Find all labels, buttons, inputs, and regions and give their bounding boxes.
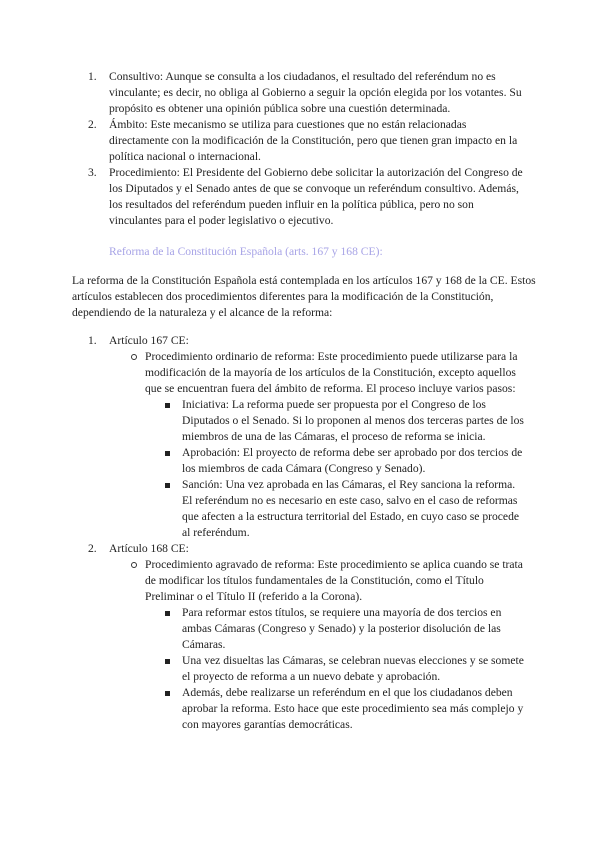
list-item-text: Consultivo: Aunque se consulta a los ciudadanos, el resultado del referéndum no es vinculante; es decir, no obliga al Gobierno a seguir la opción elegida por los votantes. Su propósito es obtener una opinión pública sobre una cuestión determinada. bbox=[109, 70, 522, 115]
step-text: Para reformar estos títulos, se requiere una mayoría de dos tercios en ambas Cámaras (Congreso y Senado) y la posterior disolución de las Cámaras. bbox=[182, 606, 502, 651]
referendum-features-list bbox=[88, 69, 528, 229]
square-bullet-icon bbox=[165, 659, 170, 664]
procedure-item bbox=[109, 557, 528, 733]
step-text: Además, debe realizarse un referéndum en el que los ciudadanos deben aprobar la reforma. Esto hace que este procedimiento sea más complejo y con mayores garantías democráticas. bbox=[182, 686, 524, 731]
list-item bbox=[88, 117, 528, 165]
steps-list bbox=[145, 397, 528, 541]
step-text: Aprobación: El proyecto de reforma debe ser aprobado por dos tercios de los miembros de cada Cámara (Congreso y Senado). bbox=[182, 446, 523, 475]
step-item bbox=[145, 605, 528, 653]
procedure-item bbox=[109, 349, 528, 541]
circle-bullet-icon bbox=[131, 354, 137, 360]
square-bullet-icon bbox=[165, 691, 170, 696]
step-item bbox=[145, 685, 528, 733]
list-number: 1. bbox=[88, 334, 97, 347]
list-number: 2. bbox=[88, 118, 97, 131]
procedure-text: Procedimiento agravado de reforma: Este procedimiento se aplica cuando se trata de modificar los títulos fundamentales de la Constitución, como el Título Preliminar o el Título II (referido a la Corona). bbox=[145, 558, 523, 603]
step-item bbox=[145, 477, 528, 541]
article-item bbox=[88, 333, 528, 541]
procedure-list bbox=[109, 557, 528, 733]
section-heading: Reforma de la Constitución Española (arts. 167 y 168 CE): bbox=[109, 245, 383, 258]
square-bullet-icon bbox=[165, 403, 170, 408]
intro-paragraph: La reforma de la Constitución Española está contemplada en los artículos 167 y 168 de la CE. Estos artículos establecen dos procedimientos diferentes para la modificación de la Constitución, dependiendo de la naturaleza y el alcance de la reforma: bbox=[72, 274, 536, 319]
list-number: 1. bbox=[88, 70, 97, 83]
step-text: Una vez disueltas las Cámaras, se celebran nuevas elecciones y se somete el proyecto de reforma a un nuevo debate y aprobación. bbox=[182, 654, 524, 683]
square-bullet-icon bbox=[165, 483, 170, 488]
circle-bullet-icon bbox=[131, 562, 137, 568]
list-item-text: Ámbito: Este mecanismo se utiliza para cuestiones que no están relacionadas directamente con la modificación de la Constitución, pero que tienen gran impacto en la política nacional o internacional. bbox=[109, 118, 518, 163]
steps-list bbox=[145, 605, 528, 733]
step-text: Sanción: Una vez aprobada en las Cámaras, el Rey sanciona la reforma. El referéndum no es necesario en este caso, salvo en el caso de reformas que afecten a la estructura territorial del Estado, en cuyo caso se procede al referéndum. bbox=[182, 478, 520, 539]
list-number: 2. bbox=[88, 542, 97, 555]
step-text: Iniciativa: La reforma puede ser propuesta por el Congreso de los Diputados o el Senado. Si lo proponen al menos dos terceras partes de los miembros de una de las Cámaras, el proceso de reforma se inicia. bbox=[182, 398, 524, 443]
step-item bbox=[145, 397, 528, 445]
square-bullet-icon bbox=[165, 451, 170, 456]
articles-list bbox=[88, 333, 528, 733]
procedure-text: Procedimiento ordinario de reforma: Este procedimiento puede utilizarse para la modificación de la mayoría de los artículos de la Constitución, excepto aquellos que se encuentran fuera del ámbito de reforma. El proceso incluye varios pasos: bbox=[145, 350, 518, 395]
square-bullet-icon bbox=[165, 611, 170, 616]
article-title: Artículo 168 CE: bbox=[109, 542, 189, 555]
article-title: Artículo 167 CE: bbox=[109, 334, 189, 347]
article-item bbox=[88, 541, 528, 733]
list-item-text: Procedimiento: El Presidente del Gobierno debe solicitar la autorización del Congreso de los Diputados y el Senado antes de que se convoque un referéndum consultivo. Además, los resultados del referéndum pueden influir en la política pública, pero no son vinculantes para el poder legislativo o ejecutivo. bbox=[109, 166, 523, 227]
list-number: 3. bbox=[88, 166, 97, 179]
step-item bbox=[145, 653, 528, 685]
list-item bbox=[88, 69, 528, 117]
step-item bbox=[145, 445, 528, 477]
list-item bbox=[88, 165, 528, 229]
procedure-list bbox=[109, 349, 528, 541]
